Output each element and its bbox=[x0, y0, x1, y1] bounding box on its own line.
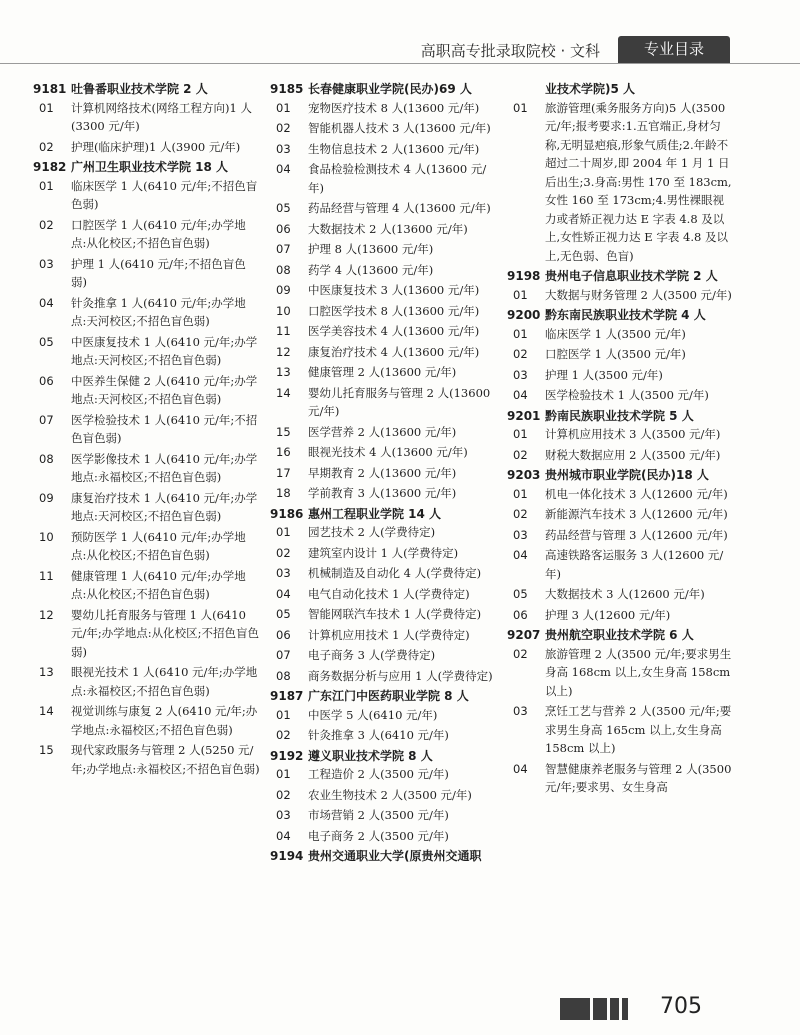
school-code: 9203 bbox=[507, 468, 541, 482]
school-name: 黔南民族职业技术学院 5 人 bbox=[545, 408, 694, 423]
program-code: 04 bbox=[513, 548, 528, 562]
school-heading bbox=[507, 306, 732, 325]
school-code: 9182 bbox=[33, 160, 67, 174]
school-name: 贵州航空职业技术学院 6 人 bbox=[545, 628, 694, 642]
program-item bbox=[270, 523, 502, 542]
program-text: 智能网联汽车技术 1 人(学费待定) bbox=[308, 607, 482, 621]
program-item bbox=[507, 366, 732, 385]
program-item bbox=[507, 760, 732, 797]
program-code: 02 bbox=[513, 507, 528, 521]
program-text: 机电一体化技术 3 人(12600 元/年) bbox=[545, 486, 728, 501]
program-item bbox=[270, 765, 502, 784]
program-item bbox=[270, 706, 502, 725]
program-item bbox=[33, 528, 261, 565]
program-text: 智能机器人技术 3 人(13600 元/年) bbox=[308, 121, 491, 135]
program-code: 09 bbox=[276, 283, 291, 297]
school-code: 9186 bbox=[270, 506, 304, 521]
program-item bbox=[33, 606, 261, 662]
school-heading bbox=[270, 505, 502, 524]
program-item bbox=[270, 544, 502, 563]
program-code: 04 bbox=[276, 828, 291, 843]
program-text: 电子商务 2 人(3500 元/年) bbox=[308, 828, 449, 843]
program-text: 针灸推拿 3 人(6410 元/年) bbox=[308, 728, 449, 742]
program-code: 03 bbox=[513, 527, 528, 542]
page-number: 705 bbox=[660, 994, 702, 1019]
program-text: 医学影像技术 1 人(6410 元/年;办学地点:永福校区;不招色盲色弱) bbox=[71, 451, 258, 484]
program-text: 预防医学 1 人(6410 元/年;办学地点:从化校区;不招色盲色弱) bbox=[71, 529, 246, 562]
program-text: 眼视光技术 1 人(6410 元/年;办学地点:永福校区;不招色盲色弱) bbox=[71, 665, 258, 698]
program-item bbox=[270, 443, 502, 462]
program-code: 01 bbox=[276, 525, 291, 539]
school-name: 惠州工程职业学院 14 人 bbox=[308, 506, 442, 521]
program-text: 烹饪工艺与营养 2 人(3500 元/年;要求男生身高 165cm 以上,女生身高 158cm 以上) bbox=[545, 704, 732, 755]
program-code: 05 bbox=[39, 334, 54, 349]
program-text: 口腔医学 1 人(6410 元/年;办学地点:从化校区;不招色盲色弱) bbox=[71, 217, 246, 250]
program-text: 早期教育 2 人(13600 元/年) bbox=[308, 465, 457, 480]
program-item bbox=[270, 220, 502, 239]
program-code: 15 bbox=[39, 743, 54, 757]
program-code: 06 bbox=[276, 221, 291, 236]
program-code: 13 bbox=[39, 665, 54, 679]
school-code: 9198 bbox=[507, 269, 541, 283]
school-heading bbox=[270, 687, 502, 706]
program-text: 大数据技术 2 人(13600 元/年) bbox=[308, 221, 468, 236]
program-text: 电子商务 3 人(学费待定) bbox=[308, 648, 436, 662]
footer-bar bbox=[610, 998, 619, 1020]
program-item bbox=[270, 99, 502, 118]
program-text: 电气自动化技术 1 人(学费待定) bbox=[308, 586, 470, 601]
program-item bbox=[270, 199, 502, 218]
program-item bbox=[270, 240, 502, 259]
program-item bbox=[270, 119, 502, 138]
program-item bbox=[507, 485, 732, 504]
program-code: 11 bbox=[276, 324, 291, 338]
school-code: 9201 bbox=[507, 408, 541, 423]
program-item bbox=[33, 255, 261, 292]
program-code: 03 bbox=[513, 704, 528, 718]
program-code: 02 bbox=[513, 347, 528, 361]
program-code: 04 bbox=[39, 295, 54, 310]
program-code: 01 bbox=[39, 178, 54, 193]
program-text: 眼视光技术 4 人(13600 元/年) bbox=[308, 445, 468, 459]
school-code: 9181 bbox=[33, 82, 67, 96]
program-code: 05 bbox=[276, 201, 291, 215]
program-text: 中医康复技术 3 人(13600 元/年) bbox=[308, 283, 480, 297]
footer-bar bbox=[560, 998, 590, 1020]
school-heading bbox=[507, 466, 732, 485]
school-name: 贵州交通职业大学(原贵州交通职 bbox=[308, 849, 482, 863]
program-code: 02 bbox=[276, 545, 291, 560]
program-text: 婴幼儿托育服务与管理 1 人(6410 元/年;办学地点:从化校区;不招色盲色弱) bbox=[71, 607, 259, 659]
program-code: 02 bbox=[513, 447, 528, 462]
program-code: 17 bbox=[276, 465, 291, 480]
program-item bbox=[270, 423, 502, 442]
program-item bbox=[507, 386, 732, 405]
program-code: 02 bbox=[276, 728, 291, 742]
school-name-continued: 业技术学院)5 人 bbox=[545, 82, 636, 96]
program-code: 13 bbox=[276, 365, 291, 379]
school-name: 长春健康职业学院(民办)69 人 bbox=[308, 82, 472, 96]
program-text: 中医养生保健 2 人(6410 元/年;办学地点:天河校区;不招色盲色弱) bbox=[71, 373, 258, 406]
program-item bbox=[270, 140, 502, 159]
program-code: 02 bbox=[39, 217, 54, 232]
program-code: 11 bbox=[39, 568, 54, 583]
program-code: 03 bbox=[39, 256, 54, 271]
school-code: 9200 bbox=[507, 308, 541, 322]
school-code: 9207 bbox=[507, 628, 541, 642]
program-text: 旅游管理(乘务服务方向)5 人(3500 元/年;报考要求:1.五官端正,身材匀称,无明显疤痕,形象气质佳;2.年龄不超过二十周岁,即 2004 年 1 月 1 日后出生;3.身高:男性 170 至 183cm,女性 160 至 173cm;4.男性裸眼视力或者矫正视力达 E 字表 4.8 及以上,女性矫正视力达 E 字表 4.8 及以上,无色弱、色盲) bbox=[545, 100, 732, 263]
program-code: 01 bbox=[513, 326, 528, 341]
school-heading bbox=[270, 80, 502, 99]
program-code: 01 bbox=[513, 486, 528, 501]
program-item bbox=[270, 585, 502, 604]
program-item bbox=[270, 484, 502, 503]
footer-bar bbox=[593, 998, 607, 1020]
program-text: 护理 3 人(12600 元/年) bbox=[545, 607, 671, 622]
program-text: 康复治疗技术 4 人(13600 元/年) bbox=[308, 344, 480, 359]
header-rule bbox=[0, 63, 800, 64]
program-item bbox=[270, 726, 502, 745]
program-text: 视觉训练与康复 2 人(6410 元/年;办学地点:永福校区;不招色盲色弱) bbox=[71, 704, 258, 737]
school-heading bbox=[270, 747, 502, 766]
school-name: 广东江门中医药职业学院 8 人 bbox=[308, 689, 469, 703]
program-code: 03 bbox=[513, 367, 528, 382]
program-text: 现代家政服务与管理 2 人(5250 元/年;办学地点:永福校区;不招色盲色弱) bbox=[71, 743, 260, 776]
program-item bbox=[33, 138, 261, 157]
program-text: 计算机应用技术 3 人(3500 元/年) bbox=[545, 427, 721, 441]
program-code: 12 bbox=[39, 607, 54, 622]
program-item bbox=[33, 702, 261, 739]
program-text: 护理 8 人(13600 元/年) bbox=[308, 242, 434, 256]
program-code: 04 bbox=[513, 761, 528, 776]
header-title: 高职高专批录取院校 · 文科 bbox=[420, 42, 600, 60]
program-text: 农业生物技术 2 人(3500 元/年) bbox=[308, 787, 472, 802]
program-text: 口腔医学技术 8 人(13600 元/年) bbox=[308, 303, 480, 318]
program-text: 健康管理 2 人(13600 元/年) bbox=[308, 365, 457, 379]
column-1 bbox=[33, 80, 261, 780]
header-tab: 专业目录 bbox=[618, 36, 730, 63]
program-code: 02 bbox=[276, 121, 291, 135]
program-item bbox=[270, 281, 502, 300]
program-item bbox=[507, 606, 732, 625]
program-code: 15 bbox=[276, 424, 291, 439]
program-code: 06 bbox=[513, 607, 528, 622]
program-code: 12 bbox=[276, 344, 291, 359]
program-code: 01 bbox=[513, 287, 528, 302]
school-name: 广州卫生职业技术学院 18 人 bbox=[71, 160, 229, 174]
program-code: 14 bbox=[39, 704, 54, 718]
program-item bbox=[507, 645, 732, 701]
school-code: 9187 bbox=[270, 689, 304, 703]
program-item bbox=[270, 261, 502, 280]
program-code: 10 bbox=[39, 529, 54, 544]
program-text: 临床医学 1 人(6410 元/年;不招色盲色弱) bbox=[71, 178, 258, 211]
program-code: 04 bbox=[276, 586, 291, 601]
program-text: 高速铁路客运服务 3 人(12600 元/年) bbox=[545, 548, 724, 581]
program-code: 09 bbox=[39, 490, 54, 505]
program-code: 01 bbox=[39, 100, 54, 115]
program-item bbox=[270, 786, 502, 805]
program-text: 康复治疗技术 1 人(6410 元/年;办学地点:天河校区;不招色盲色弱) bbox=[71, 490, 258, 523]
program-code: 06 bbox=[276, 627, 291, 642]
program-text: 学前教育 3 人(13600 元/年) bbox=[308, 486, 457, 500]
program-code: 07 bbox=[276, 242, 291, 256]
program-text: 宠物医疗技术 8 人(13600 元/年) bbox=[308, 100, 480, 115]
program-code: 02 bbox=[276, 787, 291, 802]
program-text: 医学营养 2 人(13600 元/年) bbox=[308, 424, 457, 439]
school-heading bbox=[507, 626, 732, 645]
program-code: 16 bbox=[276, 445, 291, 459]
school-heading bbox=[507, 407, 732, 426]
school-name: 贵州电子信息职业技术学院 2 人 bbox=[545, 269, 718, 283]
program-text: 生物信息技术 2 人(13600 元/年) bbox=[308, 141, 480, 156]
program-item bbox=[33, 333, 261, 370]
program-text: 药品经营与管理 3 人(12600 元/年) bbox=[545, 527, 728, 542]
program-item bbox=[33, 567, 261, 604]
program-item bbox=[33, 411, 261, 448]
school-code: 9192 bbox=[270, 748, 304, 763]
program-text: 护理 1 人(3500 元/年) bbox=[545, 367, 663, 382]
program-item bbox=[507, 345, 732, 364]
program-code: 10 bbox=[276, 303, 291, 318]
program-text: 旅游管理 2 人(3500 元/年;要求男生身高 168cm 以上,女生身高 158cm 以上) bbox=[545, 646, 732, 698]
program-item bbox=[270, 646, 502, 665]
program-item bbox=[270, 667, 502, 686]
program-text: 临床医学 1 人(3500 元/年) bbox=[545, 326, 686, 341]
program-text: 食品检验检测技术 4 人(13600 元/年) bbox=[308, 162, 487, 195]
program-item bbox=[270, 160, 502, 197]
program-text: 医学检验技术 1 人(3500 元/年) bbox=[545, 388, 709, 402]
program-code: 18 bbox=[276, 486, 291, 500]
program-code: 01 bbox=[276, 100, 291, 115]
program-item bbox=[33, 741, 261, 778]
program-text: 药学 4 人(13600 元/年) bbox=[308, 262, 434, 277]
program-text: 建筑室内设计 1 人(学费待定) bbox=[308, 545, 459, 560]
program-text: 智慧健康养老服务与管理 2 人(3500 元/年;要求男、女生身高 bbox=[545, 761, 732, 794]
school-name: 遵义职业技术学院 8 人 bbox=[308, 748, 433, 763]
footer-bar bbox=[622, 998, 628, 1020]
program-text: 药品经营与管理 4 人(13600 元/年) bbox=[308, 201, 491, 215]
program-item bbox=[507, 425, 732, 444]
program-text: 针灸推拿 1 人(6410 元/年;办学地点:天河校区;不招色盲色弱) bbox=[71, 295, 246, 328]
program-item bbox=[33, 450, 261, 487]
program-code: 01 bbox=[513, 100, 528, 115]
program-text: 计算机网络技术(网络工程方向)1 人(3300 元/年) bbox=[71, 100, 252, 133]
program-text: 新能源汽车技术 3 人(12600 元/年) bbox=[545, 507, 728, 521]
program-item bbox=[33, 177, 261, 214]
program-code: 14 bbox=[276, 385, 291, 400]
program-text: 婴幼儿托育服务与管理 2 人(13600 元/年) bbox=[308, 385, 491, 418]
program-text: 医学美容技术 4 人(13600 元/年) bbox=[308, 324, 480, 338]
program-item bbox=[33, 663, 261, 700]
program-code: 02 bbox=[39, 139, 54, 154]
program-item bbox=[270, 626, 502, 645]
program-item bbox=[270, 464, 502, 483]
program-item bbox=[270, 322, 502, 341]
program-code: 06 bbox=[39, 373, 54, 388]
program-code: 05 bbox=[276, 607, 291, 621]
school-name: 吐鲁番职业技术学院 2 人 bbox=[71, 82, 208, 96]
program-code: 03 bbox=[276, 566, 291, 580]
program-code: 01 bbox=[276, 707, 291, 722]
footer-decoration bbox=[560, 998, 628, 1020]
program-code: 01 bbox=[513, 427, 528, 441]
program-code: 08 bbox=[39, 451, 54, 466]
program-text: 口腔医学 1 人(3500 元/年) bbox=[545, 347, 686, 361]
program-code: 03 bbox=[276, 808, 291, 822]
program-item bbox=[33, 372, 261, 409]
program-item bbox=[270, 605, 502, 624]
program-item bbox=[33, 489, 261, 526]
program-code: 02 bbox=[513, 646, 528, 661]
program-item bbox=[507, 585, 732, 604]
program-text: 健康管理 1 人(6410 元/年;办学地点:从化校区;不招色盲色弱) bbox=[71, 568, 246, 601]
program-item bbox=[507, 526, 732, 545]
program-item bbox=[270, 302, 502, 321]
school-name: 贵州城市职业学院(民办)18 人 bbox=[545, 468, 709, 482]
program-code: 05 bbox=[513, 587, 528, 601]
program-item bbox=[270, 564, 502, 583]
school-code: 9194 bbox=[270, 849, 304, 863]
program-text: 大数据技术 3 人(12600 元/年) bbox=[545, 587, 705, 601]
program-code: 01 bbox=[276, 767, 291, 781]
program-item bbox=[33, 99, 261, 136]
school-heading bbox=[33, 80, 261, 99]
program-item bbox=[270, 827, 502, 846]
program-item bbox=[507, 446, 732, 465]
program-code: 04 bbox=[276, 162, 291, 176]
program-text: 护理 1 人(6410 元/年;不招色盲色弱) bbox=[71, 256, 246, 289]
school-heading bbox=[270, 847, 502, 866]
page-header bbox=[0, 0, 800, 66]
program-text: 商务数据分析与应用 1 人(学费待定) bbox=[308, 668, 493, 683]
program-code: 08 bbox=[276, 668, 291, 683]
program-text: 护理(临床护理)1 人(3900 元/年) bbox=[71, 139, 241, 154]
program-code: 07 bbox=[39, 412, 54, 427]
program-text: 中医康复技术 1 人(6410 元/年;办学地点:天河校区;不招色盲色弱) bbox=[71, 334, 258, 367]
program-text: 医学检验技术 1 人(6410 元/年;不招色盲色弱) bbox=[71, 412, 258, 445]
program-code: 07 bbox=[276, 648, 291, 662]
program-item bbox=[270, 806, 502, 825]
program-item bbox=[270, 384, 502, 421]
column-2 bbox=[270, 80, 502, 866]
school-code: 9185 bbox=[270, 82, 304, 96]
program-text: 机械制造及自动化 4 人(学费待定) bbox=[308, 566, 482, 580]
school-name: 黔东南民族职业技术学院 4 人 bbox=[545, 308, 706, 322]
program-code: 04 bbox=[513, 388, 528, 402]
program-item bbox=[33, 294, 261, 331]
column-3 bbox=[507, 80, 732, 799]
program-item bbox=[270, 363, 502, 382]
program-item bbox=[507, 702, 732, 758]
program-item bbox=[33, 216, 261, 253]
program-code: 08 bbox=[276, 262, 291, 277]
school-heading bbox=[507, 267, 732, 286]
program-text: 工程造价 2 人(3500 元/年) bbox=[308, 767, 449, 781]
program-text: 园艺技术 2 人(学费待定) bbox=[308, 525, 436, 539]
program-item bbox=[270, 343, 502, 362]
program-text: 大数据与财务管理 2 人(3500 元/年) bbox=[545, 287, 732, 302]
school-heading bbox=[33, 158, 261, 177]
program-code: 03 bbox=[276, 141, 291, 156]
program-item bbox=[507, 286, 732, 305]
program-text: 财税大数据应用 2 人(3500 元/年) bbox=[545, 447, 721, 462]
program-text: 计算机应用技术 1 人(学费待定) bbox=[308, 627, 470, 642]
program-item bbox=[507, 325, 732, 344]
program-item bbox=[507, 546, 732, 583]
program-text: 中医学 5 人(6410 元/年) bbox=[308, 707, 438, 722]
program-item bbox=[507, 99, 732, 266]
program-text: 市场营销 2 人(3500 元/年) bbox=[308, 808, 449, 822]
program-item bbox=[507, 505, 732, 524]
